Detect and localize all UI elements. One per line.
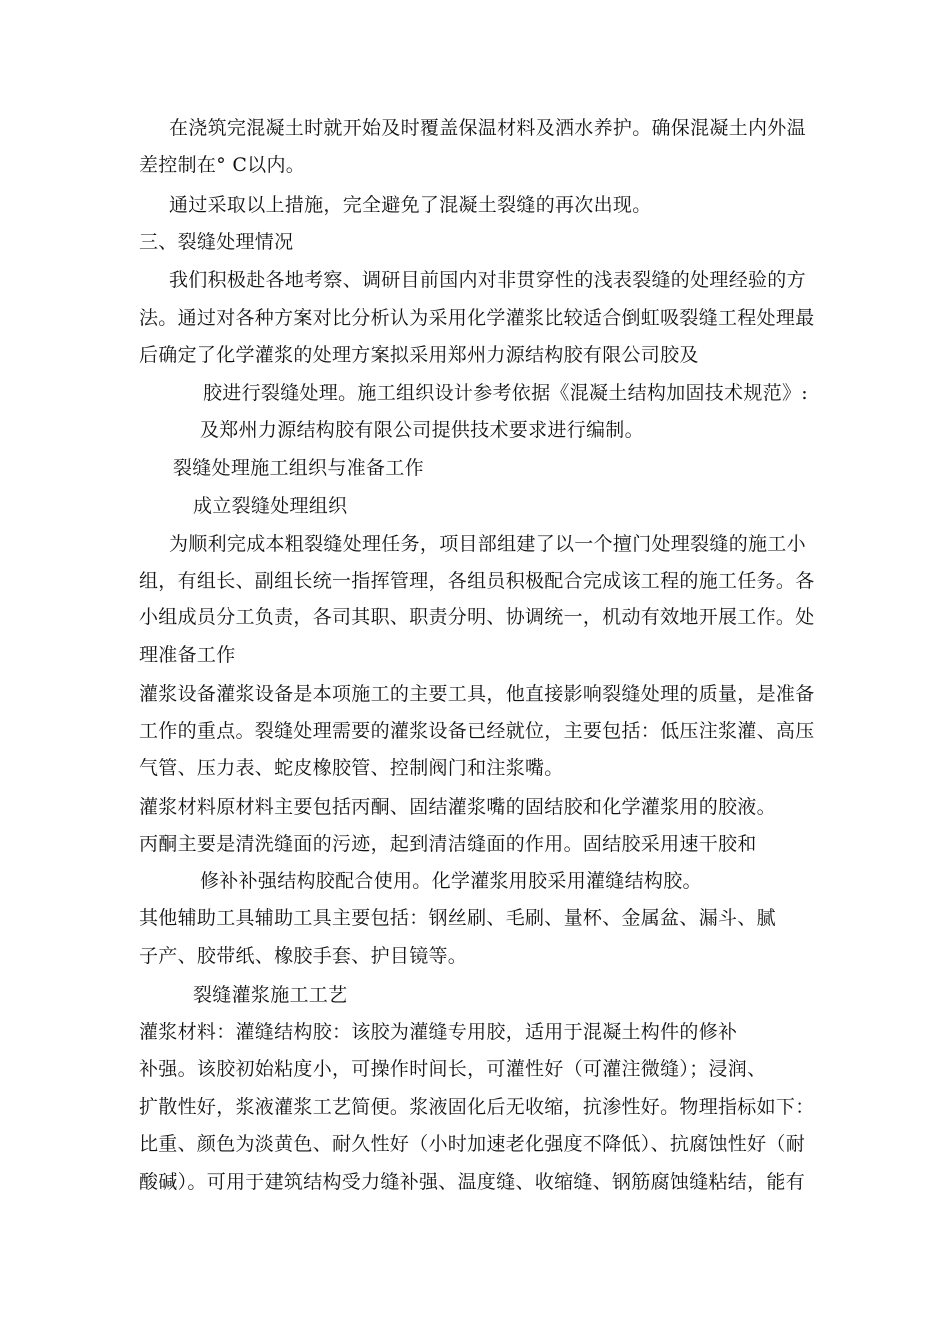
text-line: 灌浆材料：灌缝结构胶：该胶为灌缝专用胶，适用于混凝土构件的修补 (139, 1021, 738, 1043)
text-line: 为顺利完成本粗裂缝处理任务，项目部组建了以一个擅门处理裂缝的施工小 (169, 533, 806, 555)
text-line: 及郑州力源结构胶有限公司提供技术要求进行编制。 (200, 419, 644, 441)
text-line: 扩散性好，浆液灌浆工艺简便。浆液固化后无收缩，抗渗性好。物理指标如下： (139, 1096, 815, 1118)
text-line: 小组成员分工负责，各司其职、职责分明、协调统一，机动有效地开展工作。处 (139, 606, 815, 628)
text-line: 气管、压力表、蛇皮橡胶管、控制阀门和注浆嘴。 (139, 757, 564, 779)
text-line: 我们积极赴各地考察、调研目前国内对非贯穿性的浅表裂缝的处理经验的方 (169, 269, 806, 291)
text-line: 修补补强结构胶配合使用。化学灌浆用胶采用灌缝结构胶。 (200, 870, 702, 892)
text-line: 子产、胶带纸、橡胶手套、护目镜等。 (139, 945, 468, 967)
text-line: 差控制在° C以内。 (139, 154, 306, 176)
text-line: 灌浆材料原材料主要包括丙酮、固结灌浆嘴的固结胶和化学灌浆用的胶液。 (139, 796, 776, 818)
text-line: 比重、颜色为淡黄色、耐久性好（小时加速老化强度不降低）、抗腐蚀性好（耐 (139, 1133, 806, 1155)
subsection-heading: 裂缝处理施工组织与准备工作 (173, 457, 424, 479)
text-line: 在浇筑完混凝土时就开始及时覆盖保温材料及洒水养护。确保混凝土内外温 (169, 117, 806, 139)
section-heading: 三、裂缝处理情况 (139, 231, 294, 253)
text-line: 酸碱）。可用于建筑结构受力缝补强、温度缝、收缩缝、钢筋腐蚀缝粘结，能有 (139, 1171, 806, 1193)
subsection-heading: 裂缝灌浆施工工艺 (193, 984, 348, 1006)
text-line: 灌浆设备灌浆设备是本项施工的主要工具，他直接影响裂缝处理的质量，是准备 (139, 683, 815, 705)
text-line: 法。通过对各种方案对比分析认为采用化学灌浆比较适合倒虹吸裂缝工程处理最 (139, 307, 815, 329)
text-line: 补强。该胶初始粘度小，可操作时间长，可灌性好（可灌注微缝）；浸润、 (139, 1058, 767, 1080)
text-line: 其他辅助工具辅助工具主要包括：钢丝刷、毛刷、量杯、金属盆、漏斗、腻 (139, 907, 776, 929)
text-line: 工作的重点。裂缝处理需要的灌浆设备已经就位，主要包括：低压注浆灌、高压 (139, 720, 815, 742)
text-line: 通过采取以上措施，完全避免了混凝土裂缝的再次出现。 (169, 194, 652, 216)
text-line: 后确定了化学灌浆的处理方案拟采用郑州力源结构胶有限公司胶及 (139, 344, 699, 366)
text-line: 胶进行裂缝处理。施工组织设计参考依据《混凝土结构加固技术规范》: (203, 382, 809, 404)
text-line: 理准备工作 (139, 644, 236, 666)
text-line: 丙酮主要是清洗缝面的污迹，起到清洁缝面的作用。固结胶采用速干胶和 (139, 833, 757, 855)
text-line: 组，有组长、副组长统一指挥管理，各组员积极配合完成该工程的施工任务。各 (139, 570, 815, 592)
subsection-heading: 成立裂缝处理组织 (193, 495, 348, 517)
